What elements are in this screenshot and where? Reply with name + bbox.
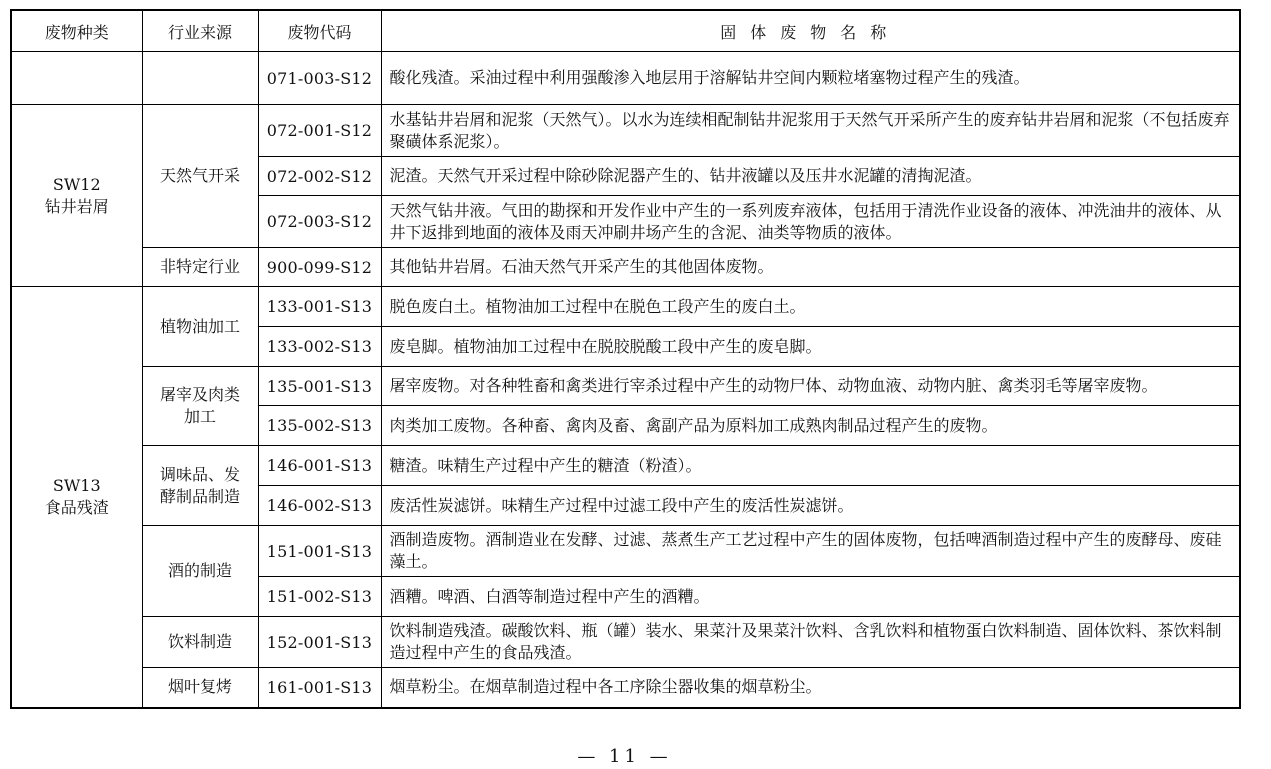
waste-description: 废皂脚。植物油加工过程中在脱胶脱酸工段中产生的废皂脚。 [381,327,1240,367]
source-beverage: 饮料制造 [142,617,258,668]
table-row [11,367,1240,406]
category-cell-empty [11,52,142,105]
category-sw13 [11,287,142,708]
category-code: SW13 [52,475,101,495]
category-sw12 [11,105,142,287]
waste-description: 糖渣。味精生产过程中产生的糖渣（粉渣）。 [381,446,1240,486]
header-waste-name: 固体废物名称 [381,10,1240,52]
table-row [11,617,1240,668]
source-non-specific: 非特定行业 [142,248,258,287]
source-liquor: 酒的制造 [142,526,258,617]
waste-description: 酒糟。啤酒、白酒等制造过程中产生的酒糟。 [381,577,1240,617]
source-natural-gas: 天然气开采 [142,105,258,248]
table-row [11,526,1240,577]
solid-waste-table [10,9,1241,709]
source-line: 酵制品制造 [159,486,240,506]
header-code: 废物代码 [258,10,381,52]
category-name: 食品残渣 [44,497,109,517]
waste-code: 900-099-S12 [258,248,381,287]
waste-description: 酸化残渣。采油过程中利用强酸渗入地层用于溶解钻井空间内颗粒堵塞物过程产生的残渣。 [381,52,1240,105]
waste-code: 151-002-S13 [258,577,381,617]
source-condiment [142,446,258,526]
table-header-row [11,10,1240,52]
source-line: 屠宰及肉类 [159,385,240,404]
table-row [11,248,1240,287]
waste-code: 071-003-S12 [258,52,381,105]
waste-description: 肉类加工废物。各种畜、禽肉及畜、禽副产品为原料加工成熟肉制品过程产生的废物。 [381,406,1240,446]
waste-description: 天然气钻井液。气田的勘探和开发作业中产生的一系列废弃液体，包括用于清洗作业设备的液体、冲洗油井的液体、从井下返排到地面的液体及雨天冲刷井场产生的含泥、油类等物质的液体。 [381,196,1240,248]
waste-code: 072-002-S12 [258,157,381,196]
waste-code: 072-003-S12 [258,196,381,248]
header-category: 废物种类 [11,10,142,52]
table-row [11,105,1240,157]
waste-description: 脱色废白土。植物油加工过程中在脱色工段产生的废白土。 [381,287,1240,327]
waste-description: 屠宰废物。对各种牲畜和禽类进行宰杀过程中产生的动物尸体、动物血液、动物内脏、禽类羽毛等屠宰废物。 [381,367,1240,406]
source-line: 加工 [183,407,216,426]
waste-description: 烟草粉尘。在烟草制造过程中各工序除尘器收集的烟草粉尘。 [381,668,1240,708]
waste-code: 133-002-S13 [258,327,381,367]
waste-description: 其他钻井岩屑。石油天然气开采产生的其他固体废物。 [381,248,1240,287]
waste-code: 152-001-S13 [258,617,381,668]
waste-code: 135-001-S13 [258,367,381,406]
table-row [11,52,1240,105]
header-source: 行业来源 [142,10,258,52]
source-slaughter [142,367,258,446]
category-code: SW12 [52,174,101,194]
source-veg-oil: 植物油加工 [142,287,258,367]
waste-description: 泥渣。天然气开采过程中除砂除泥器产生的、钻井液罐以及压井水泥罐的清掏泥渣。 [381,157,1240,196]
source-tobacco: 烟叶复烤 [142,668,258,708]
category-name: 钻井岩屑 [44,196,109,216]
page-number: — 11 — [577,746,672,767]
source-line: 调味品、发 [159,464,240,484]
waste-description: 饮料制造残渣。碳酸饮料、瓶（罐）装水、果菜汁及果菜汁饮料、含乳饮料和植物蛋白饮料制造、固体饮料、茶饮料制造过程中产生的食品残渣。 [381,617,1240,668]
source-cell-empty [142,52,258,105]
waste-code: 151-001-S13 [258,526,381,577]
waste-code: 146-002-S13 [258,486,381,526]
waste-code: 146-001-S13 [258,446,381,486]
table-row [11,668,1240,708]
table-row [11,287,1240,327]
waste-code: 072-001-S12 [258,105,381,157]
waste-description: 酒制造废物。酒制造业在发酵、过滤、蒸煮生产工艺过程中产生的固体废物，包括啤酒制造过程中产生的废酵母、废硅藻土。 [381,526,1240,577]
waste-code: 161-001-S13 [258,668,381,708]
waste-description: 水基钻井岩屑和泥浆（天然气）。以水为连续相配制钻井泥浆用于天然气开采所产生的废弃钻井岩屑和泥浆（不包括废弃聚磺体系泥浆）。 [381,105,1240,157]
table-row [11,446,1240,486]
waste-code: 135-002-S13 [258,406,381,446]
waste-description: 废活性炭滤饼。味精生产过程中过滤工段中产生的废活性炭滤饼。 [381,486,1240,526]
waste-code: 133-001-S13 [258,287,381,327]
